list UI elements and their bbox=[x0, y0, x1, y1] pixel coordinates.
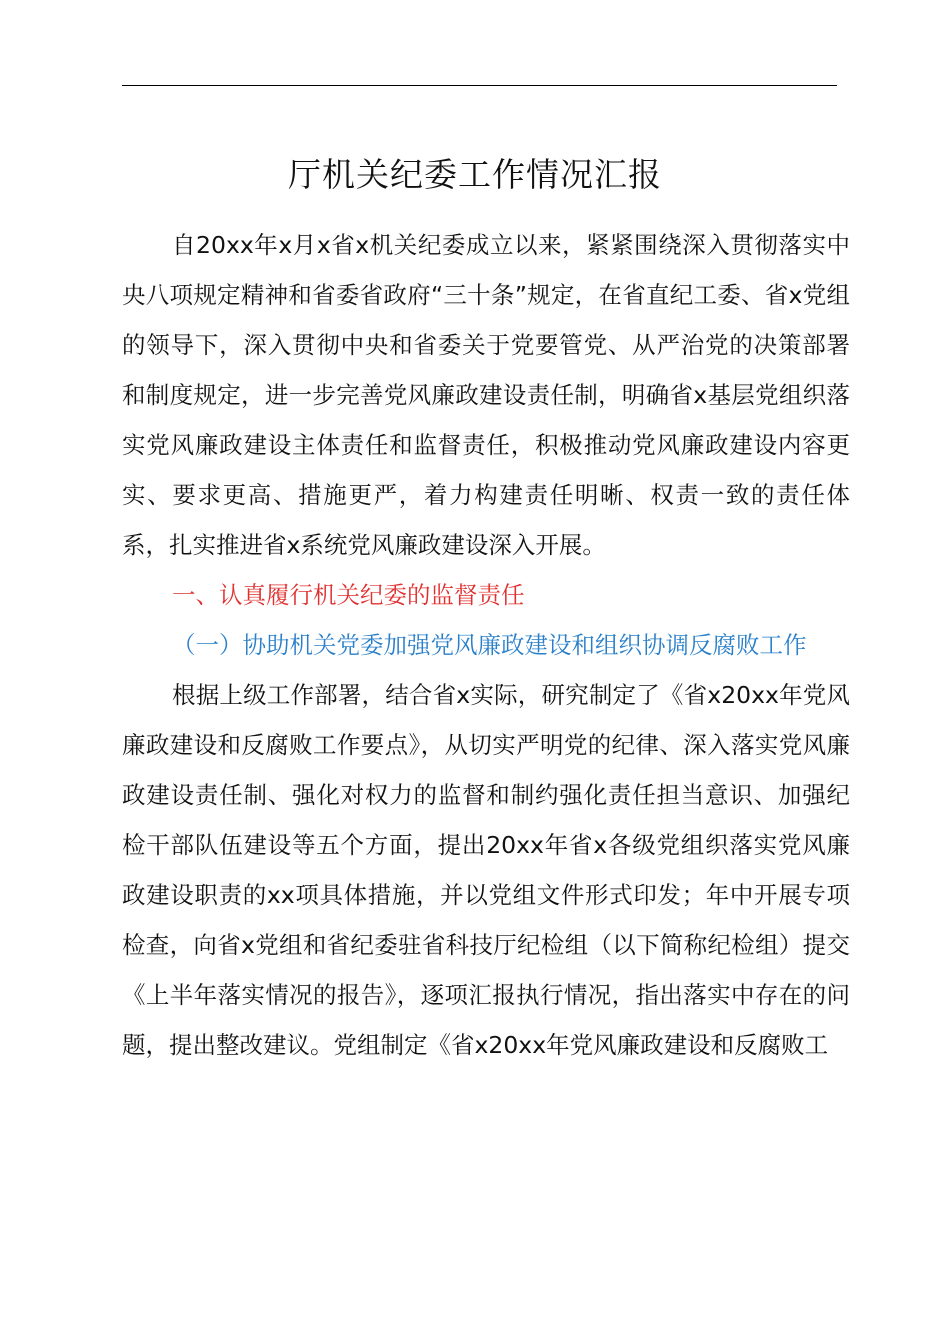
intro-paragraph: 自20xx年x月x省x机关纪委成立以来，紧紧围绕深入贯彻落实中央八项规定精神和省委省政府“三十条”规定，在省直纪工委、省x党组的领导下，深入贯彻中央和省委关于党要管党、从严治党的决策部署和制度规定，进一步完善党风廉政建设责任制，明确省x基层党组织落实党风廉政建设主体责任和监督责任，积极推动党风廉政建设内容更实、要求更高、措施更严，着力构建责任明晰、权责一致的责任体系，扎实推进省x系统党风廉政建设深入开展。 bbox=[122, 231, 850, 559]
document-body bbox=[122, 220, 850, 1070]
body-paragraph-2: 根据上级工作部署，结合省x实际，研究制定了《省x20xx年党风廉政建设和反腐败工作要点》，从切实严明党的纪律、深入落实党风廉政建设责任制、强化对权力的监督和制约强化责任担当意识、加强纪检干部队伍建设等五个方面，提出20xx年省x各级党组织落实党风廉政建设职责的xx项具体措施，并以党组文件形式印发；年中开展专项检查，向省x党组和省纪委驻省科技厅纪检组（以下简称纪检组）提交《上半年落实情况的报告》，逐项汇报执行情况，指出落实中存在的问题，提出整改建议。党组制定《省x20xx年党风廉政建设和反腐败工 bbox=[122, 681, 850, 1059]
subsection-heading-1: （一）协助机关党委加强党风廉政建设和组织协调反腐败工作 bbox=[172, 631, 807, 659]
section-heading-1: 一、认真履行机关纪委的监督责任 bbox=[172, 581, 525, 609]
document-title: 厅机关纪委工作情况汇报 bbox=[288, 155, 662, 194]
header-rule bbox=[122, 85, 837, 86]
